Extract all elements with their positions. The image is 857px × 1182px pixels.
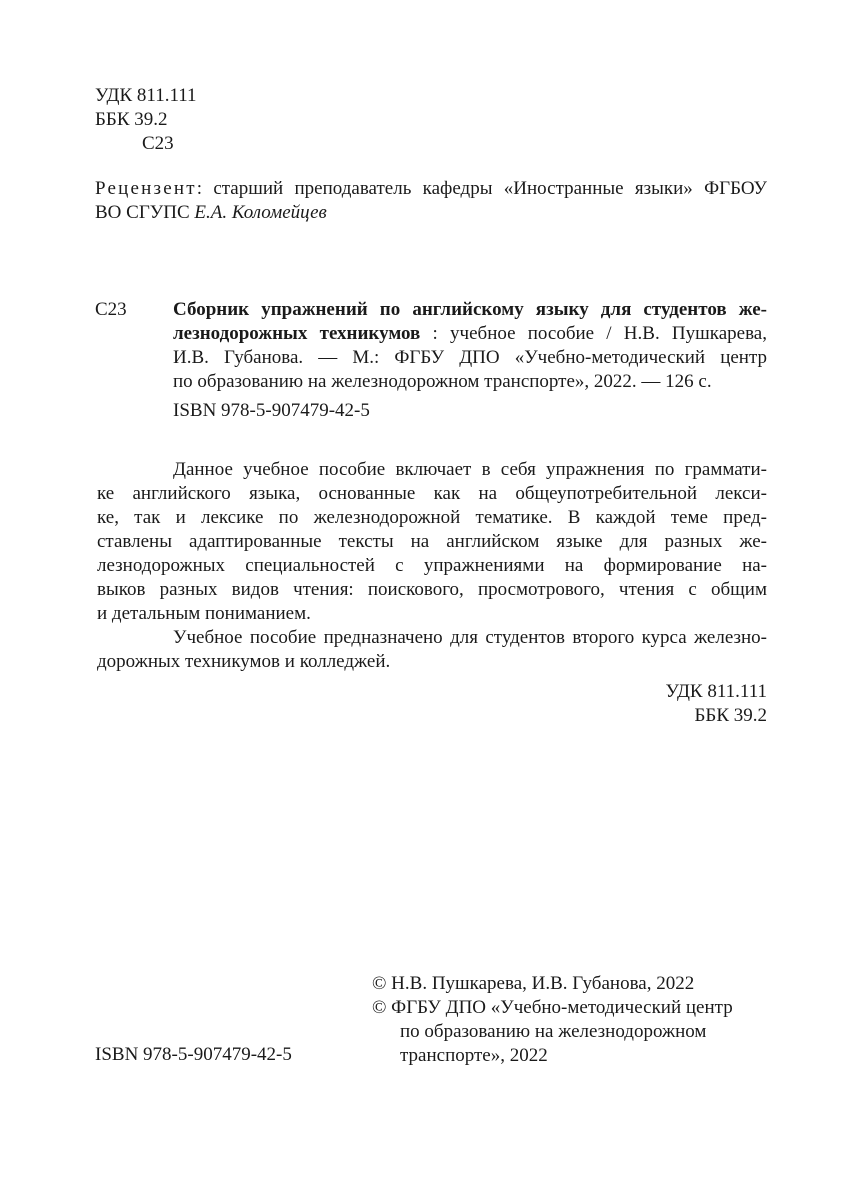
abstract-p1-line: ке английского языка, основанные как на общеупотребительной лекси- bbox=[97, 483, 767, 504]
abstract-p1-line: и детальным пониманием. bbox=[97, 603, 311, 624]
reviewer-block bbox=[95, 177, 767, 225]
bib-isbn: ISBN 978-5-907479-42-5 bbox=[173, 400, 370, 421]
classification-block-top bbox=[95, 84, 395, 156]
bbk-code: ББК 39.2 bbox=[95, 109, 168, 130]
bib-title-line-1: Сборник упражнений по английскому языку для студентов же- bbox=[173, 299, 767, 320]
copyright-authors: © Н.В. Пушкарева, И.В. Губанова, 2022 bbox=[372, 973, 695, 994]
abstract-p1-line: ке, так и лексике по железнодорожной тематике. В каждой теме пред- bbox=[97, 507, 767, 528]
abstract bbox=[97, 458, 767, 674]
udk-code: УДК 811.111 bbox=[665, 681, 767, 702]
bib-author-mark: С23 bbox=[95, 299, 127, 320]
abstract-p2-line: дорожных техникумов и колледжей. bbox=[97, 651, 391, 672]
bib-line-4: по образованию на железнодорожном транспорте», 2022. — 126 с. bbox=[173, 371, 712, 392]
abstract-p1-line: ставлены адаптированные тексты на английском языке для разных же- bbox=[97, 531, 767, 552]
abstract-p2-line: Учебное пособие предназначено для студентов второго курса железно- bbox=[173, 627, 767, 648]
reviewer-org: ВО СГУПС bbox=[95, 202, 195, 223]
bib-line-3: И.В. Губанова. — М.: ФГБУ ДПО «Учебно-методический центр bbox=[173, 347, 767, 368]
bib-line-2 bbox=[173, 322, 767, 346]
bbk-code: ББК 39.2 bbox=[694, 705, 767, 726]
abstract-p1-line: выков разных видов чтения: поискового, просмотрового, чтения с общим bbox=[97, 579, 767, 600]
reviewer-line-2 bbox=[95, 201, 767, 225]
bib-title-line-2: лезнодорожных техникумов bbox=[173, 323, 421, 344]
isbn-bottom: ISBN 978-5-907479-42-5 bbox=[95, 1044, 292, 1065]
reviewer-text: : старший преподаватель кафедры «Иностранные языки» ФГБОУ bbox=[196, 178, 767, 199]
reviewer-label: Рецензент bbox=[95, 178, 197, 199]
bib-line-2-rest: : учебное пособие / Н.В. Пушкарева, bbox=[420, 323, 767, 344]
reviewer-name: Е.А. Коломейцев bbox=[194, 202, 327, 223]
copyright-block bbox=[372, 972, 772, 1068]
reviewer-line-1 bbox=[95, 177, 767, 201]
copyright-publisher-cont: транспорте», 2022 bbox=[400, 1045, 548, 1066]
udk-code: УДК 811.111 bbox=[95, 85, 197, 106]
abstract-p1-line: Данное учебное пособие включает в себя упражнения по граммати- bbox=[173, 459, 767, 480]
classification-block-right bbox=[665, 680, 767, 728]
copyright-publisher-cont: по образованию на железнодорожном bbox=[400, 1021, 707, 1042]
author-mark: С23 bbox=[142, 133, 174, 154]
bibliographic-record bbox=[173, 298, 767, 423]
abstract-p1-line: лезнодорожных специальностей с упражнениями на формирование на- bbox=[97, 555, 767, 576]
copyright-publisher: © ФГБУ ДПО «Учебно-методический центр bbox=[372, 997, 733, 1018]
